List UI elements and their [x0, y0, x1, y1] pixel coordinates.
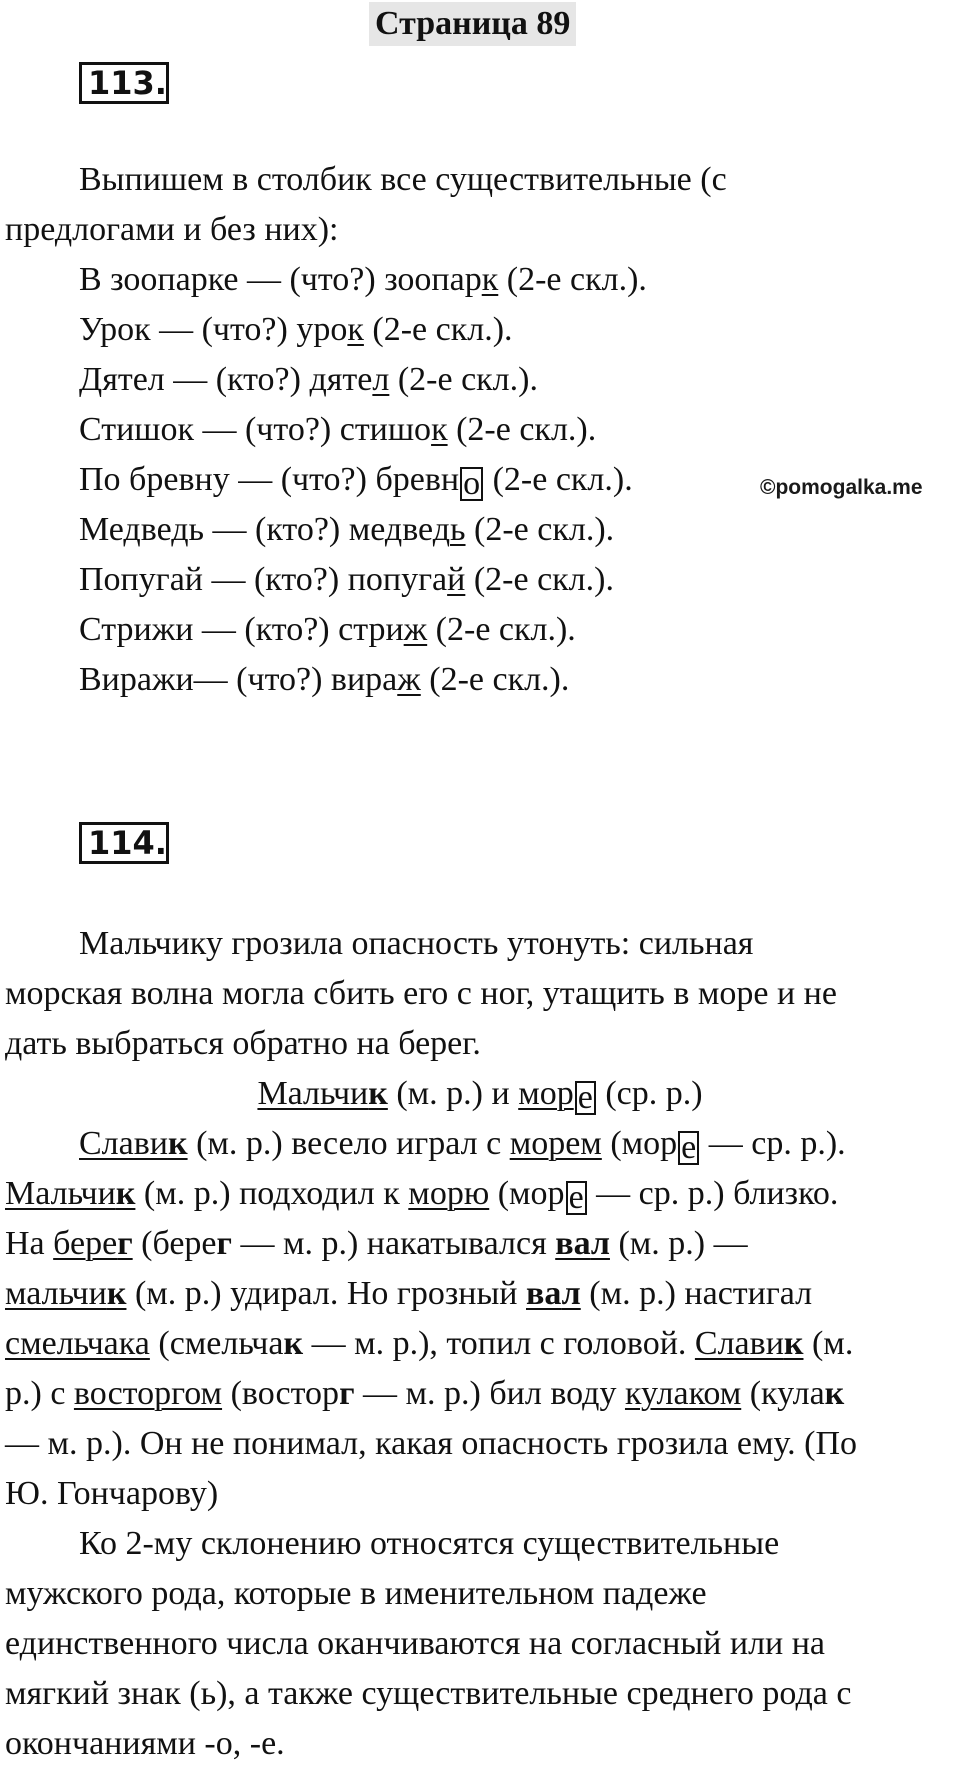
task-114-rule-line-1: Ко 2-му склонению относятся существительные [79, 1525, 780, 1562]
word-ending: к [115, 1175, 136, 1212]
text-part: (м. р.) настигал [580, 1275, 813, 1312]
row-text: Попугай — (кто?) попуга [79, 561, 448, 598]
ending-box: е [678, 1131, 699, 1165]
task-114-number: 114. [79, 822, 169, 864]
row-declension: (2-е скл.). [447, 411, 597, 448]
task-114-p1-line-1: Мальчику грозила опасность утонуть: сильная [79, 925, 754, 962]
ending-underline: л [372, 361, 390, 398]
task-113-row [79, 310, 513, 350]
word-ending: л [590, 1225, 610, 1262]
word-slavik [79, 1125, 188, 1162]
word-kulakom: кулаком [624, 1375, 742, 1412]
watermark: ©pomogalka.me [760, 476, 923, 499]
word-part: ва [555, 1225, 591, 1262]
row-text: По бревну — (что?) бревн [79, 461, 460, 498]
row-declension: (2-е скл.). [498, 261, 647, 298]
word-part: бере [53, 1225, 118, 1262]
text-part: (м. р.) весело играл с [187, 1125, 510, 1162]
text-part: (м. [803, 1325, 854, 1362]
word-ending: к [824, 1375, 845, 1412]
ending-underline: й [447, 561, 466, 598]
task-114-line-1 [79, 1124, 846, 1165]
task-113-row [79, 260, 647, 300]
word-part: мальчи [5, 1275, 107, 1312]
word-part: мор [518, 1075, 574, 1112]
text-part: (кула [741, 1375, 825, 1412]
word-ending: к [106, 1275, 127, 1312]
word-part: Мальчи [5, 1175, 116, 1212]
task-114-p1-line-3: дать выбраться обратно на берег. [5, 1025, 481, 1062]
task-113-intro-line-2: предлогами и без них): [5, 211, 339, 248]
text-part: (м. р.) подходил к [135, 1175, 409, 1212]
row-text: Медведь — (кто?) медвед [79, 511, 450, 548]
text-part: — м. р.) бил воду [354, 1375, 625, 1412]
task-114-line-6 [5, 1374, 844, 1414]
row-text: Стишок — (что?) стишо [79, 411, 432, 448]
word-malchik [257, 1075, 387, 1112]
word-part: ва [526, 1275, 562, 1312]
task-113-intro-line-1: Выпишем в столбик все существительные (с [79, 161, 727, 198]
task-114-rule-line-2: мужского рода, которые в именительном падеже [5, 1575, 707, 1612]
task-113-number: 113. [79, 62, 169, 104]
ending-underline: к [347, 311, 364, 348]
row-text: Виражи— (что?) вира [79, 661, 398, 698]
task-114-line-8: Ю. Гончарову) [5, 1475, 219, 1512]
text-part: (м. р.) — [609, 1225, 748, 1262]
word-more [518, 1075, 597, 1116]
ending-box: е [575, 1081, 596, 1115]
task-114-rule-line-3: единственного числа оканчиваются на согласный или на [5, 1625, 826, 1662]
text-part: На [5, 1225, 54, 1262]
task-114-rule-line-4: мягкий знак (ь), а также существительные среднего рода с [5, 1675, 852, 1712]
task-114-line-7: — м. р.). Он не понимал, какая опасность грозила ему. (По [5, 1425, 858, 1462]
word-moryu: морю [408, 1175, 490, 1212]
task-114-line-5 [5, 1324, 853, 1364]
word-malchik [5, 1175, 135, 1212]
word-val [555, 1225, 610, 1262]
task-114-p1-line-2: морская волна могла сбить его с ног, утащить в море и не [5, 975, 837, 1012]
word-bereg [53, 1225, 133, 1262]
word-morem: морем [509, 1125, 602, 1162]
ending-underline: ж [397, 661, 421, 698]
ending-underline: ь [450, 511, 466, 548]
page-title: Страница 89 [369, 2, 576, 46]
task-113-number-text: 113 [88, 64, 155, 102]
row-text: Дятел — (кто?) дяте [79, 361, 373, 398]
word-val [526, 1275, 581, 1312]
task-113-row [79, 410, 596, 450]
row-declension: (2-е скл.). [484, 461, 633, 498]
task-114-line-2 [5, 1174, 838, 1215]
text-part: (мор [489, 1175, 565, 1212]
word-ending: г [216, 1225, 232, 1262]
word-vostorgom: восторгом [73, 1375, 223, 1412]
text-part: — ср. р.) близко. [587, 1175, 839, 1212]
task-114-center-line [0, 1074, 960, 1115]
ending-underline: к [481, 261, 499, 298]
ending-box: о [460, 467, 483, 501]
ending-box: е [566, 1181, 587, 1215]
text-part: — м. р.), топил с головой. [303, 1325, 695, 1362]
text-part: (мор [601, 1125, 678, 1162]
word-ending: л [561, 1275, 581, 1312]
word-ending: к [283, 1325, 304, 1362]
text-part: (востор [222, 1375, 340, 1412]
word-ending: г [339, 1375, 355, 1412]
text-part: р.) с [5, 1375, 74, 1412]
text-part: — м. р.) накатывался [231, 1225, 556, 1262]
word-ending: к [783, 1325, 804, 1362]
row-declension: (2-е скл.). [427, 611, 576, 648]
row-declension: (2-е скл.). [465, 511, 615, 548]
word-part: Слави [79, 1125, 168, 1162]
task-113-row [79, 660, 569, 700]
word-ending: г [117, 1225, 133, 1262]
task-113-row [79, 460, 633, 501]
word-malchik [5, 1275, 126, 1312]
ending-underline: к [431, 411, 448, 448]
row-declension: (2-е скл.). [389, 361, 538, 398]
word-ending: к [368, 1075, 388, 1112]
text-part: (м. р.) удирал. Но грозный [126, 1275, 526, 1312]
task-114-number-text: 114 [88, 824, 155, 862]
row-declension: (2-е скл.). [465, 561, 614, 598]
row-declension: (2-е скл.). [363, 311, 513, 348]
word-ending: к [167, 1125, 188, 1162]
word-smelchaka: смельчака [5, 1325, 150, 1362]
word-part: Мальчи [257, 1075, 369, 1112]
task-114-line-3 [5, 1224, 748, 1264]
task-113-row [79, 610, 576, 650]
task-114-line-4 [5, 1274, 812, 1314]
row-declension: (2-е скл.). [420, 661, 570, 698]
row-text: Урок — (что?) уро [79, 311, 348, 348]
task-113-row [79, 560, 614, 600]
task-113-row [79, 510, 614, 550]
text-part: — ср. р.). [700, 1125, 846, 1162]
text-part: (ср. р.) [596, 1075, 703, 1112]
word-slavik [695, 1325, 804, 1362]
ending-underline: ж [403, 611, 428, 648]
word-part: Слави [694, 1325, 784, 1362]
text-part: (бере [132, 1225, 217, 1262]
row-text: Стрижи — (кто?) стри [79, 611, 404, 648]
text-part: (смельча [149, 1325, 284, 1362]
task-114-rule-line-5: окончаниями -о, -е. [5, 1725, 285, 1762]
task-113-row [79, 360, 538, 400]
text-part: (м. р.) и [387, 1075, 519, 1112]
row-text: В зоопарке — (что?) зоопар [79, 261, 482, 298]
